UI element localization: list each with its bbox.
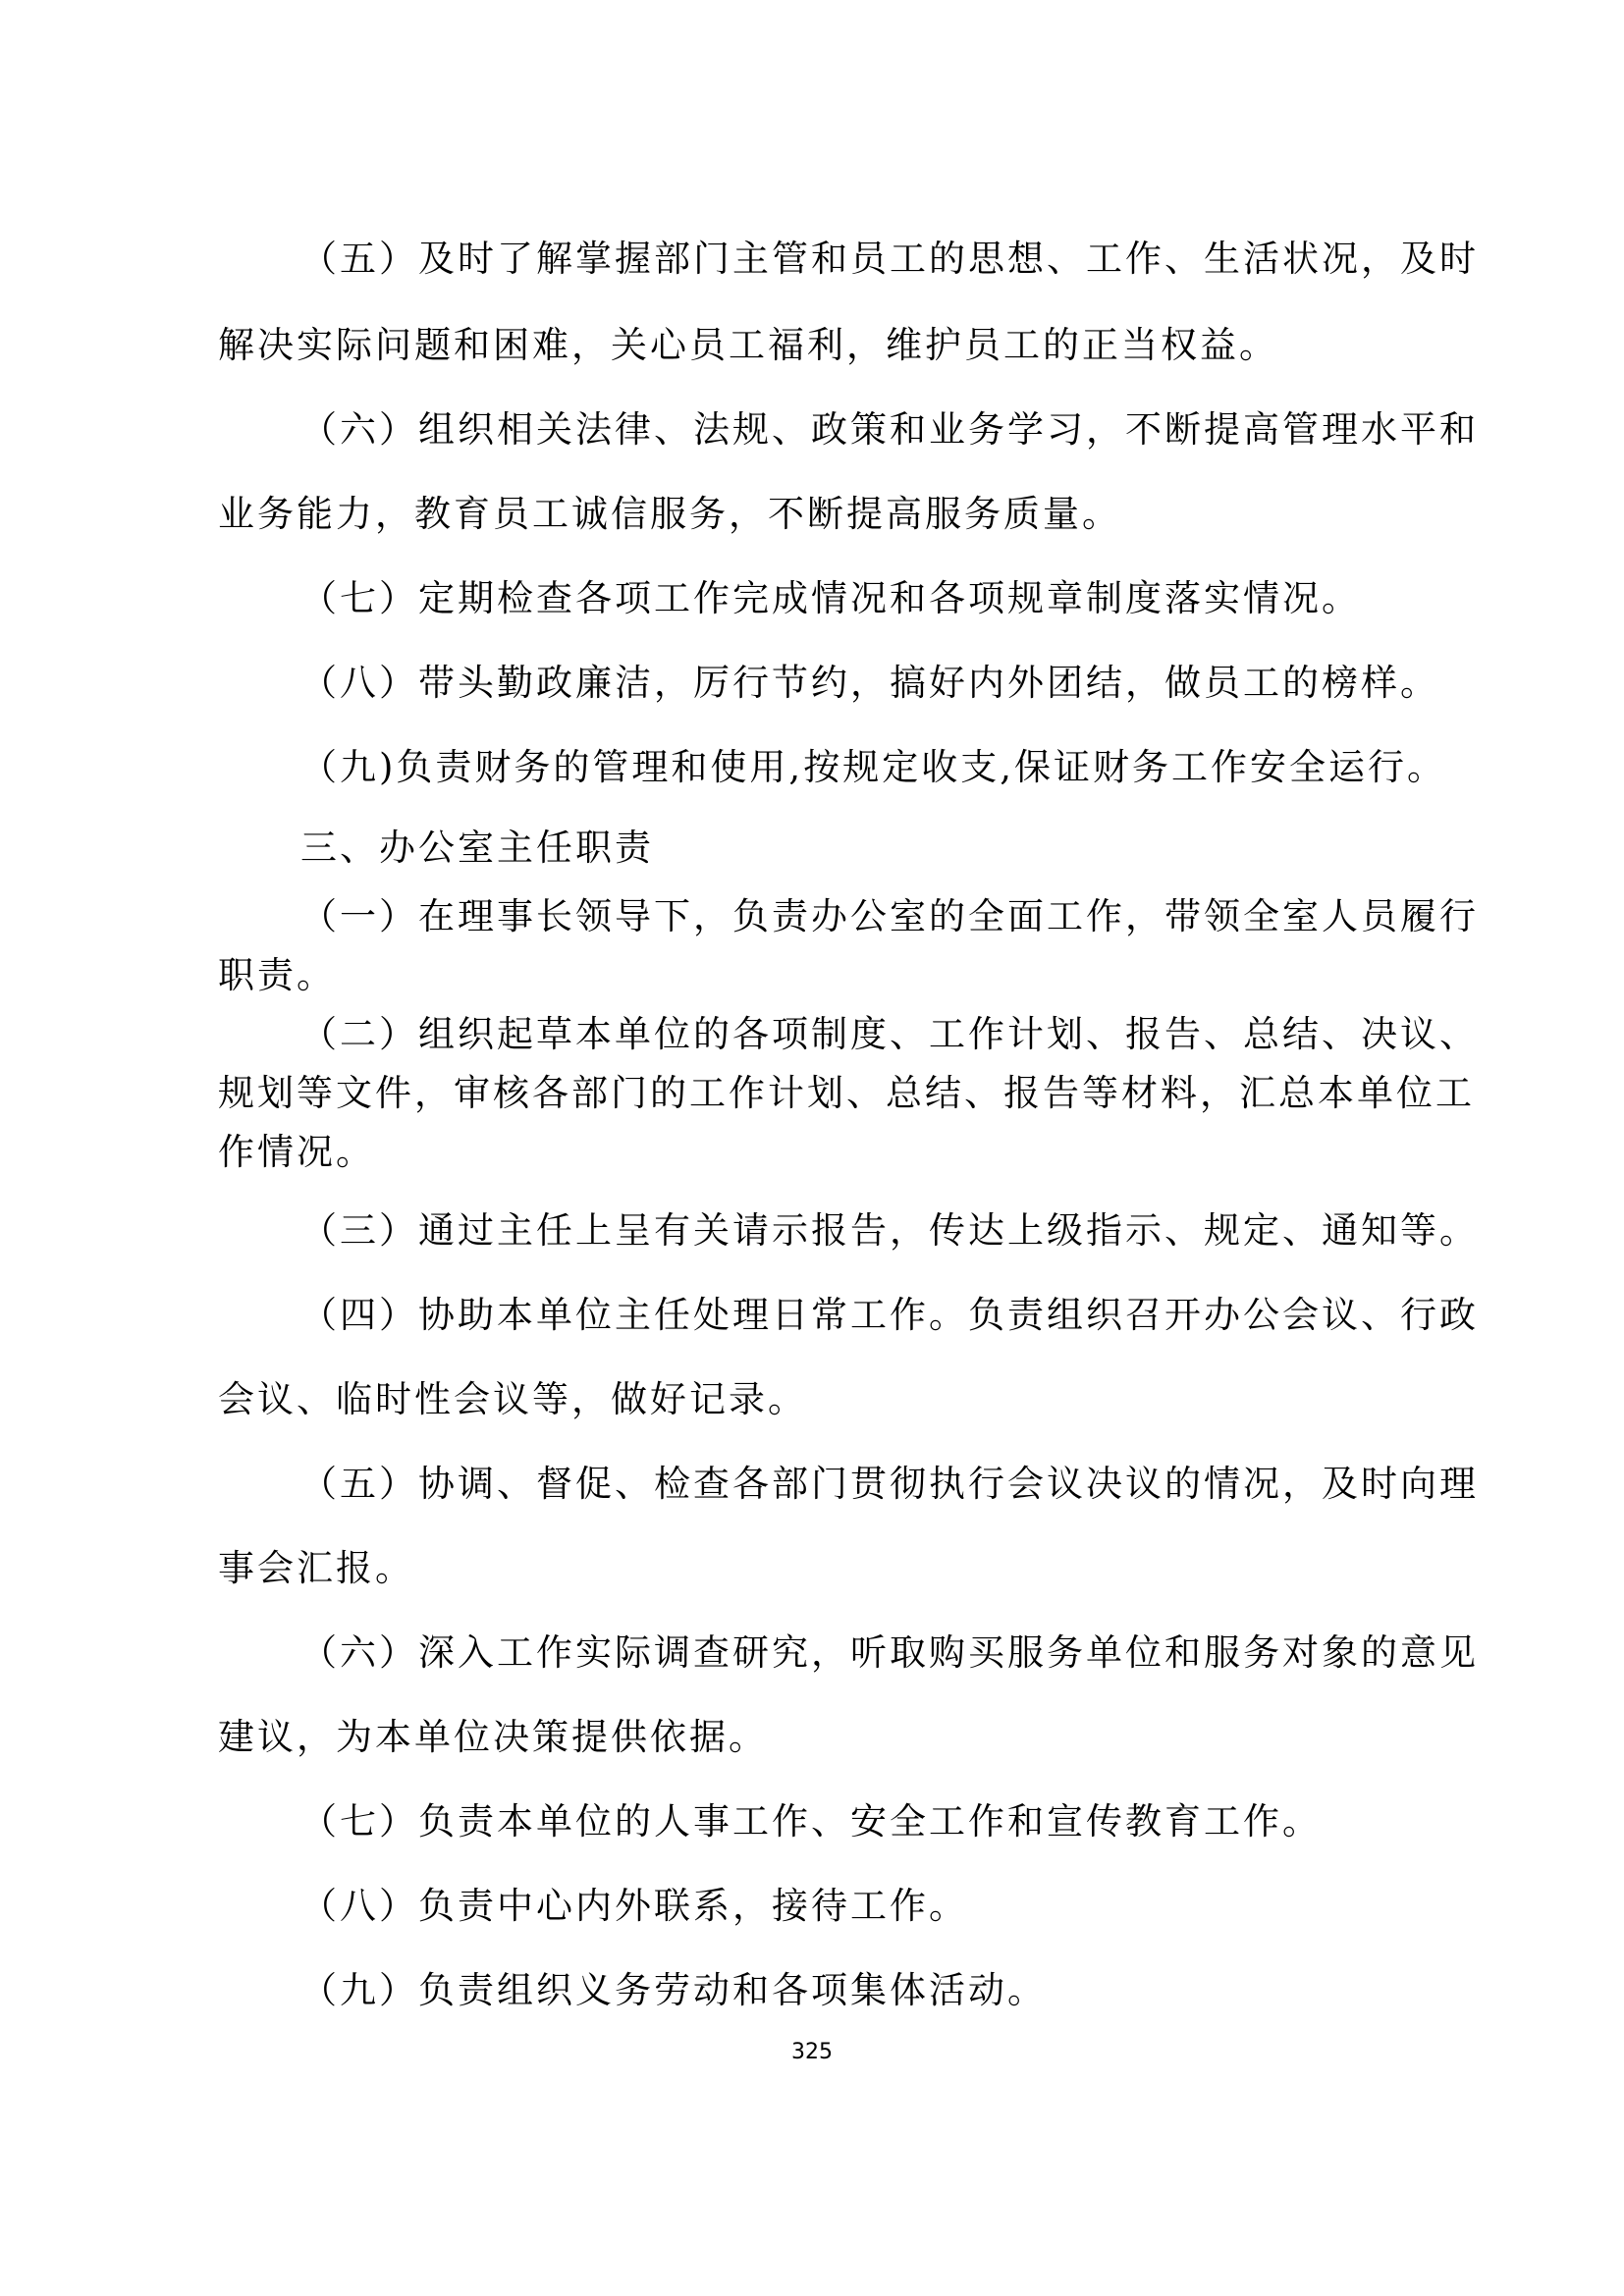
- text-line: （八）负责中心内外联系，接待工作。: [300, 1885, 968, 1927]
- text-line: （九）负责组织义务劳动和各项集体活动。: [300, 1969, 1047, 2011]
- text-line: （四）协助本单位主任处理日常工作。负责组织召开办公会议、行政: [300, 1294, 1479, 1336]
- text-line: （五）协调、督促、检查各部门贯彻执行会议决议的情况，及时向理: [300, 1463, 1479, 1505]
- text-line: （七）定期检查各项工作完成情况和各项规章制度落实情况。: [300, 577, 1361, 619]
- text-line: 职责。: [218, 954, 336, 996]
- text-line: 作情况。: [218, 1131, 375, 1173]
- text-line: （六）组织相关法律、法规、政策和业务学习，不断提高管理水平和: [300, 408, 1479, 451]
- text-line: （五）及时了解掌握部门主管和员工的思想、工作、生活状况，及时: [300, 238, 1479, 280]
- text-line: （三）通过主任上呈有关请示报告，传达上级指示、规定、通知等。: [300, 1209, 1479, 1252]
- text-line: （二）组织起草本单位的各项制度、工作计划、报告、总结、决议、: [300, 1013, 1479, 1055]
- page-number: 325: [791, 2040, 833, 2064]
- text-line: 会议、临时性会议等，做好记录。: [218, 1378, 807, 1420]
- text-line: （八）带头勤政廉洁，厉行节约，搞好内外团结，做员工的榜样。: [300, 662, 1439, 704]
- text-line: 业务能力，教育员工诚信服务，不断提高服务质量。: [218, 493, 1121, 535]
- text-line: 事会汇报。: [218, 1547, 414, 1589]
- text-line: 建议，为本单位决策提供依据。: [218, 1716, 768, 1758]
- section-heading: 三、办公室主任职责: [300, 827, 654, 869]
- text-line: （一）在理事长领导下，负责办公室的全面工作，带领全室人员履行: [300, 895, 1479, 937]
- text-line: （七）负责本单位的人事工作、安全工作和宣传教育工作。: [300, 1800, 1322, 1842]
- text-line: （六）深入工作实际调查研究，听取购买服务单位和服务对象的意见: [300, 1631, 1479, 1674]
- text-line: 规划等文件，审核各部门的工作计划、总结、报告等材料，汇总本单位工: [218, 1072, 1475, 1114]
- text-line: （九)负责财务的管理和使用,按规定收支,保证财务工作安全运行。: [300, 746, 1446, 788]
- text-line: 解决实际问题和困难，关心员工福利，维护员工的正当权益。: [218, 324, 1278, 366]
